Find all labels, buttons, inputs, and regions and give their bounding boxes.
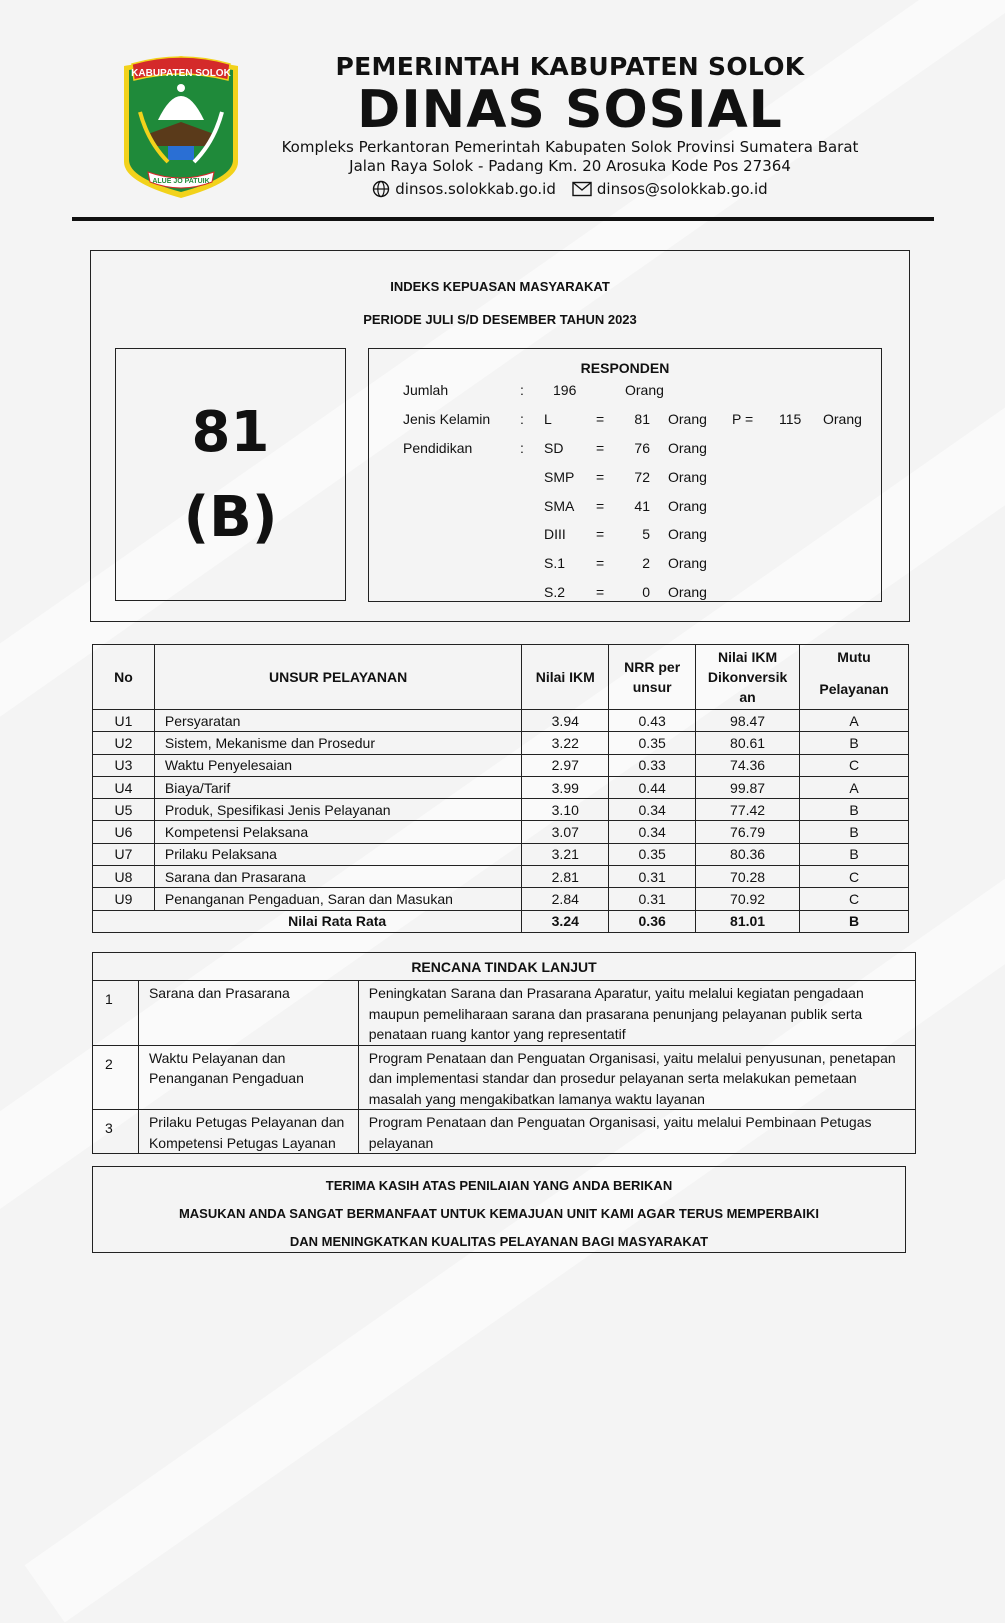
education-label: Pendidikan [403,440,473,456]
cell-konversi: 70.92 [696,888,800,910]
header-konversi: Nilai IKM Dikonversik an [696,645,800,710]
education-level: SMA [544,497,575,514]
table-row [93,866,909,888]
follow-up-table [92,952,916,1154]
table-header-row [93,645,909,710]
footer-line-2: MASUKAN ANDA SANGAT BERMANFAAT UNTUK KEMAJUAN UNIT KAMI AGAR TERUS MEMPERBAIKI [178,1206,820,1221]
header-mutu: Mutu Pelayanan [800,645,909,710]
table-row [93,754,909,776]
cell-no: U5 [93,799,155,821]
website-text: dinsos.solokkab.go.id [395,180,556,198]
equals: = [596,411,605,427]
cell-no: U7 [93,843,155,865]
cell-nrr: 0.43 [609,710,696,732]
colon: : [520,382,524,398]
cell-unsur: Sarana dan Prasarana [154,866,521,888]
cell-nilai: 3.22 [522,732,609,754]
cell-mutu: C [800,888,909,910]
cell-no: U9 [93,888,155,910]
equals: = [596,584,605,600]
cell-mutu: C [800,866,909,888]
kabupaten-solok-logo [118,52,244,202]
cell-no: U6 [93,821,155,843]
education-level: SMP [544,468,575,485]
equals: = [596,468,605,485]
education-level: SD [544,440,564,456]
ikm-score: 81 [191,400,270,465]
cell-konversi: 74.36 [696,754,800,776]
education-level: DIII [544,526,566,543]
unit-label: Orang [625,382,664,398]
footer-line-1: TERIMA KASIH ATAS PENILAIAN YANG ANDA BERIKAN [325,1178,673,1193]
cell-nrr: 0.31 [609,866,696,888]
cell-nrr: 0.44 [609,776,696,798]
cell-nilai: 3.21 [522,843,609,865]
equals: = [596,497,605,514]
logo-motto: ALUE JO PATUIK [152,178,210,185]
unit-label: Orang [668,526,707,543]
follow-up-aspect: Waktu Pelayanan dan Penanganan Pengaduan [138,1045,358,1110]
table-row [93,776,909,798]
cell-nilai: 3.99 [522,776,609,798]
cell-nilai: 2.81 [522,866,609,888]
follow-up-aspect: Prilaku Petugas Pelayanan dan Kompetensi Petugas Layanan [138,1110,358,1154]
jumlah-value: 196 [553,382,577,398]
follow-up-action: Program Penataan dan Penguatan Organisasi, yaitu melalui Pembinaan Petugas pelayanan [358,1110,915,1154]
follow-up-row [93,981,916,1046]
cell-konversi: 99.87 [696,776,800,798]
unit-label: Orang [668,584,707,600]
cell-konversi: 70.28 [696,866,800,888]
colon: : [520,440,524,456]
cell-konversi: 80.61 [696,732,800,754]
unit-label: Orang [668,468,707,485]
cell-konversi: 80.36 [696,843,800,865]
follow-up-title: RENCANA TINDAK LANJUT [93,953,916,981]
email-contact[interactable] [572,180,768,198]
follow-up-action: Peningkatan Sarana dan Prasarana Aparatur, yaitu melalui kegiatan pengadaan maupun pemeliharaan sarana dan prasarana penunjang pelayanan publik serta penataan ruang kantor yang representatif [358,981,915,1046]
gender-l-value: 81 [634,411,650,427]
cell-mutu: A [800,776,909,798]
address-line-1: Kompleks Perkantoran Pemerintah Kabupaten Solok Provinsi Sumatera Barat [281,138,859,156]
score-box [115,348,346,601]
cell-unsur: Penanganan Pengaduan, Saran dan Masukan [154,888,521,910]
respondents-title: RESPONDEN [580,360,670,376]
cell-nrr: 0.35 [609,732,696,754]
cell-unsur: Kompetensi Pelaksana [154,821,521,843]
header-no: No [93,645,155,710]
follow-up-row [93,1045,916,1110]
table-row [93,799,909,821]
follow-up-no: 3 [93,1110,139,1154]
average-label: Nilai Rata Rata [93,910,522,932]
table-row [93,843,909,865]
cell-mutu: C [800,754,909,776]
header-unsur: UNSUR PELAYANAN [154,645,521,710]
follow-up-action: Program Penataan dan Penguatan Organisasi, yaitu melalui penyusunan, penetapan dan implementasi standar dan prosedur pelayanan serta melakukan pemetaan masalah yang mengakibatkan lamanya waktu layanan [358,1045,915,1110]
average-mutu: B [800,910,909,932]
cell-unsur: Sistem, Mekanisme dan Prosedur [154,732,521,754]
cell-mutu: B [800,843,909,865]
email-text: dinsos@solokkab.go.id [596,180,768,198]
education-value: 0 [642,584,650,600]
unit-label: Orang [823,411,862,427]
average-konversi: 81.01 [696,910,800,932]
average-nrr: 0.36 [609,910,696,932]
agency-name: DINAS SOSIAL [357,80,783,140]
follow-up-row [93,1110,916,1154]
cell-nrr: 0.31 [609,888,696,910]
cell-nilai: 2.97 [522,754,609,776]
unit-label: Orang [668,440,707,456]
cell-unsur: Prilaku Pelaksana [154,843,521,865]
average-row [93,910,909,932]
education-level: S.2 [544,584,566,600]
header-nrr: NRR per unsur [609,645,696,710]
gender-label: Jenis Kelamin [403,411,491,427]
cell-nrr: 0.33 [609,754,696,776]
education-value: 76 [634,440,650,456]
website-contact[interactable] [372,180,556,198]
equals: = [596,555,605,572]
cell-nrr: 0.34 [609,821,696,843]
jumlah-label: Jumlah [403,382,449,398]
unit-label: Orang [668,411,707,427]
unit-label: Orang [668,555,707,572]
follow-up-aspect: Sarana dan Prasarana [138,981,358,1046]
gender-p-value: 115 [779,411,802,427]
cell-mutu: B [800,821,909,843]
cell-nilai: 3.94 [522,710,609,732]
service-elements-table [92,644,909,933]
address-line-2: Jalan Raya Solok - Padang Km. 20 Arosuka Kode Pos 27364 [349,157,791,175]
cell-mutu: A [800,710,909,732]
ikm-grade: (B) [183,485,278,550]
contact-row [250,180,890,198]
education-value: 2 [642,555,650,572]
follow-up-no: 2 [93,1045,139,1110]
cell-konversi: 77.42 [696,799,800,821]
header-divider [72,217,934,221]
cell-nrr: 0.35 [609,843,696,865]
footer-line-3: DAN MENINGKATKAN KUALITAS PELAYANAN BAGI MASYARAKAT [289,1234,709,1249]
equals: = [596,440,605,456]
equals: = [596,526,605,543]
cell-no: U2 [93,732,155,754]
globe-icon [372,180,390,198]
logo-text: KABUPATEN SOLOK [131,68,231,79]
gender-p-label: P = [732,411,754,427]
cell-no: U4 [93,776,155,798]
table-row [93,710,909,732]
colon: : [520,411,524,427]
education-level: S.1 [544,555,566,572]
envelope-icon [572,181,592,197]
gender-l-label: L [544,411,552,427]
ikm-title: INDEKS KEPUASAN MASYARAKAT [390,279,610,294]
cell-nrr: 0.34 [609,799,696,821]
header-nilai: Nilai IKM [522,645,609,710]
table-row [93,732,909,754]
cell-no: U3 [93,754,155,776]
cell-no: U1 [93,710,155,732]
cell-no: U8 [93,866,155,888]
cell-mutu: B [800,732,909,754]
ikm-period: PERIODE JULI S/D DESEMBER TAHUN 2023 [363,312,637,327]
cell-nilai: 3.10 [522,799,609,821]
cell-nilai: 3.07 [522,821,609,843]
follow-up-no: 1 [93,981,139,1046]
table-row [93,888,909,910]
cell-konversi: 98.47 [696,710,800,732]
cell-unsur: Waktu Penyelesaian [154,754,521,776]
cell-konversi: 76.79 [696,821,800,843]
unit-label: Orang [668,497,707,514]
education-value: 5 [642,526,650,543]
education-value: 41 [634,497,650,514]
average-nilai: 3.24 [522,910,609,932]
cell-unsur: Produk, Spesifikasi Jenis Pelayanan [154,799,521,821]
table-row [93,821,909,843]
cell-unsur: Biaya/Tarif [154,776,521,798]
cell-unsur: Persyaratan [154,710,521,732]
government-name: PEMERINTAH KABUPATEN SOLOK [335,52,805,81]
cell-mutu: B [800,799,909,821]
education-value: 72 [634,468,650,485]
cell-nilai: 2.84 [522,888,609,910]
